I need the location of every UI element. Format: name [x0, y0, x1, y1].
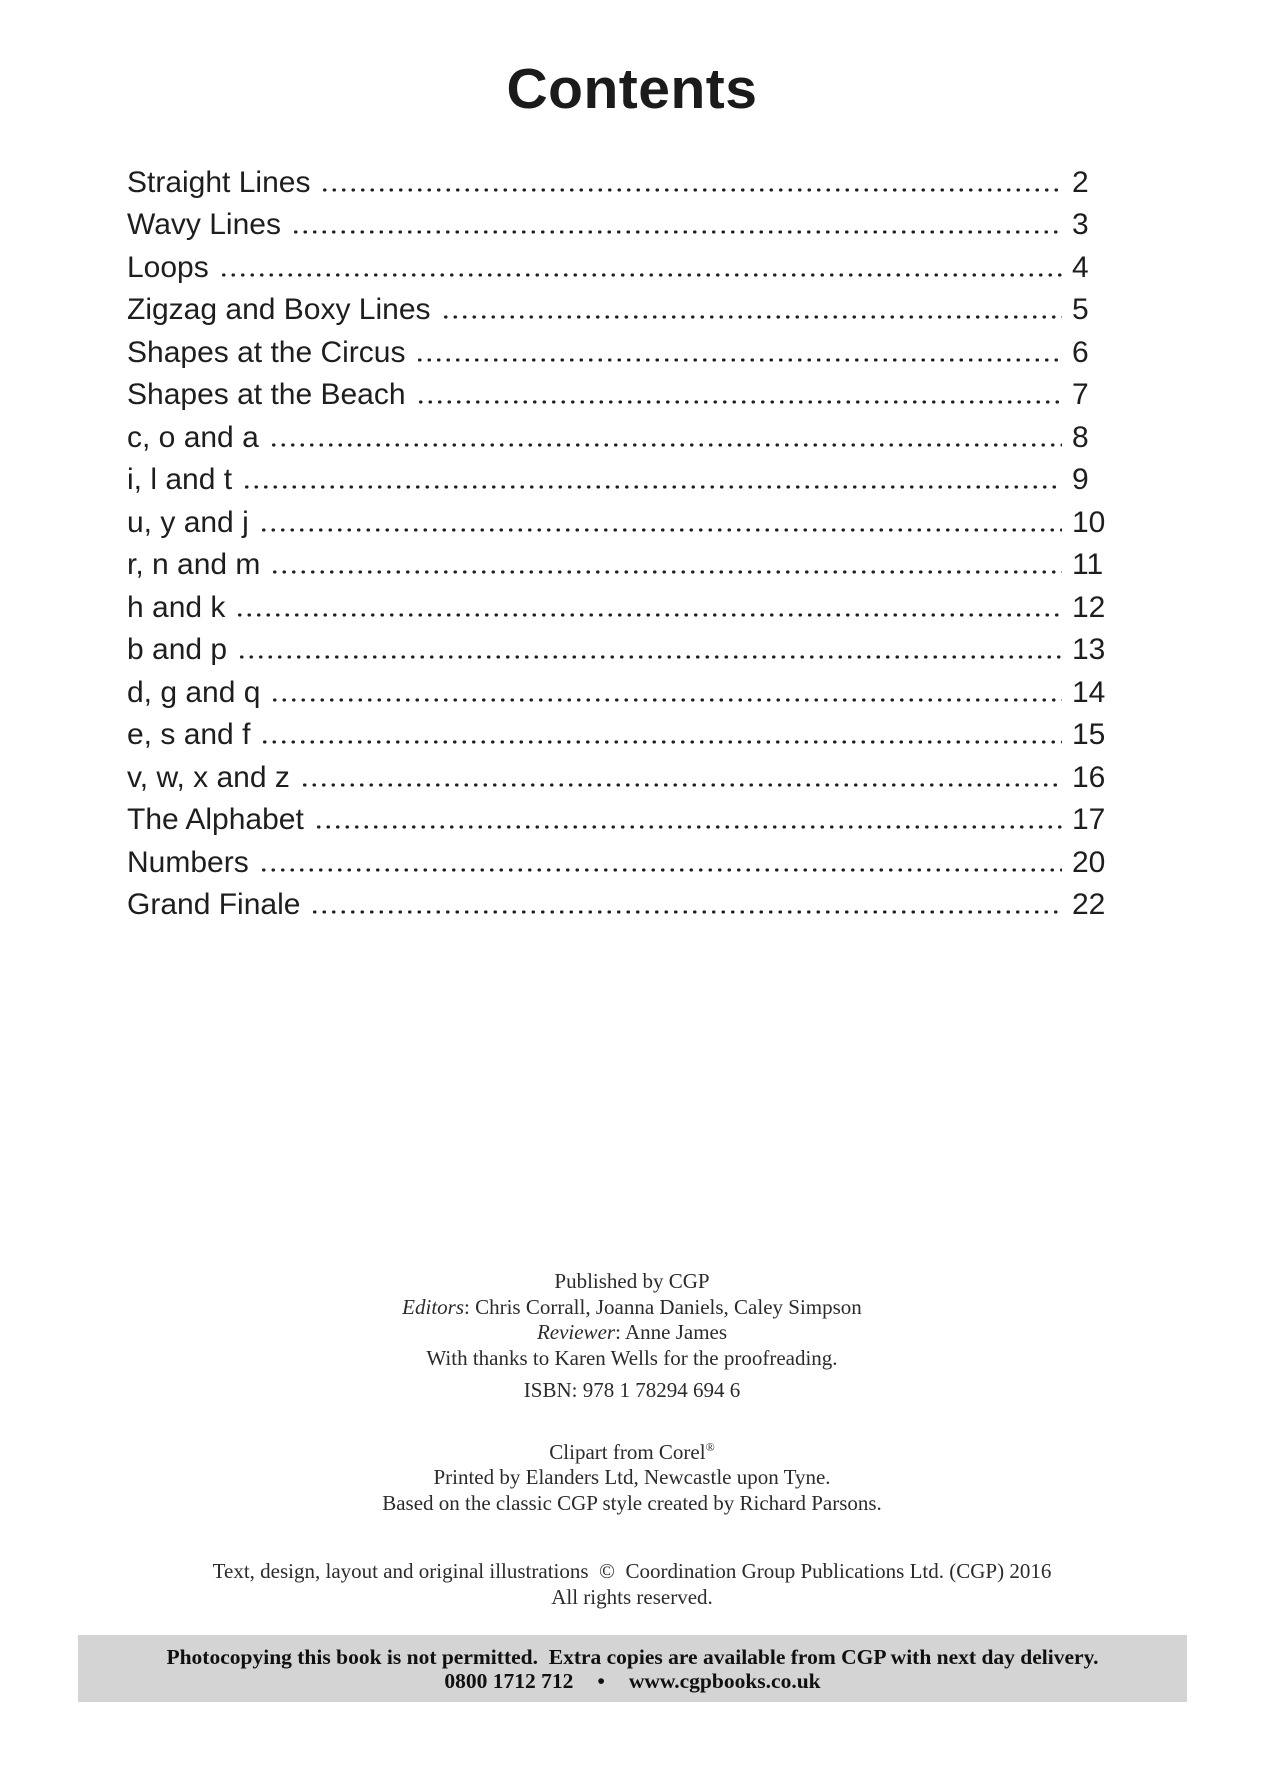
- editors-line: [0, 1295, 1264, 1321]
- reviewer-name: : Anne James: [615, 1320, 728, 1344]
- production-block: [0, 1435, 1264, 1517]
- toc-entry-label: u, y and j: [127, 505, 249, 539]
- colophon: [0, 1269, 1264, 1610]
- registered-mark: ®: [705, 1439, 715, 1454]
- toc-entry-page: 14: [1072, 675, 1106, 709]
- editors-label: Editors: [402, 1294, 465, 1319]
- toc-dot-leader: [270, 570, 1062, 574]
- toc-entry-page: 2: [1072, 165, 1089, 199]
- toc-entry-page: 12: [1072, 590, 1106, 624]
- toc-entry: [127, 628, 1110, 671]
- toc-entry-label: e, s and f: [127, 718, 251, 751]
- toc-entry-label: Zigzag and Boxy Lines: [127, 293, 431, 326]
- toc-dot-leader: [270, 698, 1062, 702]
- website-url: www.cgpbooks.co.uk: [628, 1669, 821, 1693]
- toc-entry: [127, 543, 1110, 586]
- toc-dot-leader: [310, 910, 1062, 914]
- printed-line: Printed by Elanders Ltd, Newcastle upon Tyne.: [433, 1465, 831, 1489]
- reviewer-line: [0, 1320, 1264, 1346]
- clipart-line: [0, 1435, 1264, 1466]
- toc-entry-label: c, o and a: [127, 420, 259, 454]
- toc-entry-page: 8: [1072, 420, 1089, 454]
- toc-dot-leader: [291, 230, 1062, 234]
- toc-dot-leader: [320, 188, 1062, 192]
- toc-entry-page: 5: [1072, 293, 1089, 326]
- toc-entry-page: 4: [1072, 250, 1089, 284]
- toc-entry: [127, 840, 1110, 883]
- isbn-line: ISBN: 978 1 78294 694 6: [523, 1378, 741, 1402]
- toc-dot-leader: [415, 358, 1062, 362]
- toc-entry-label: h and k: [127, 590, 226, 624]
- toc-entry: [127, 458, 1110, 501]
- toc-entry-label: Shapes at the Beach: [127, 378, 406, 411]
- toc-entry-label: Wavy Lines: [127, 208, 281, 241]
- bullet-separator: •: [597, 1669, 605, 1693]
- clipart-text: Clipart from Corel: [549, 1439, 706, 1464]
- toc-entry: [127, 373, 1110, 416]
- toc-entry: [127, 798, 1110, 841]
- toc-entry: [127, 288, 1110, 331]
- toc-entry-page: 3: [1072, 208, 1089, 241]
- rights-line: All rights reserved.: [551, 1584, 713, 1609]
- toc-entry: [127, 203, 1110, 246]
- toc-dot-leader: [416, 400, 1062, 404]
- toc-entry-label: Shapes at the Circus: [127, 335, 406, 369]
- copyright-block: [0, 1559, 1264, 1610]
- phone-number: 0800 1712 712: [444, 1669, 574, 1693]
- reviewer-label: Reviewer: [536, 1320, 616, 1344]
- toc-dot-leader: [242, 485, 1062, 489]
- toc-entry-label: Loops: [127, 250, 209, 284]
- toc-entry-page: 20: [1072, 845, 1106, 879]
- toc-dot-leader: [441, 315, 1062, 319]
- toc-entry-label: v, w, x and z: [127, 760, 290, 794]
- toc-entry-label: Straight Lines: [127, 165, 311, 199]
- toc-dot-leader: [300, 783, 1062, 787]
- toc-list: [127, 160, 1110, 925]
- toc-entry-label: b and p: [127, 633, 228, 666]
- toc-entry-label: Numbers: [127, 845, 249, 879]
- toc-entry-page: 22: [1072, 888, 1106, 921]
- photocopy-notice-text: Photocopying this book is not permitted. Extra copies are available from CGP with next day delivery.: [166, 1645, 1099, 1669]
- toc-entry-page: 15: [1072, 718, 1106, 751]
- toc-dot-leader: [314, 825, 1062, 829]
- toc-entry: [127, 755, 1110, 798]
- toc-entry: [127, 500, 1110, 543]
- toc-entry: [127, 883, 1110, 926]
- toc-entry-page: 9: [1072, 463, 1089, 496]
- toc-entry-page: 7: [1072, 378, 1089, 411]
- toc-entry-page: 10: [1072, 505, 1106, 539]
- thanks-line: With thanks to Karen Wells for the proofreading.: [426, 1345, 838, 1370]
- toc-dot-leader: [269, 443, 1062, 447]
- toc-entry-label: r, n and m: [127, 548, 261, 581]
- toc-dot-leader: [219, 273, 1062, 277]
- copyright-line: Text, design, layout and original illustrations © Coordination Group Publications Ltd. (CGP) 2016: [212, 1559, 1052, 1583]
- toc-entry: [127, 330, 1110, 373]
- toc-dot-leader: [259, 528, 1062, 532]
- photocopy-notice-bar: [78, 1635, 1187, 1702]
- toc-entry: [127, 245, 1110, 288]
- contact-line: [78, 1669, 1187, 1693]
- toc-entry-page: 17: [1072, 803, 1106, 836]
- published-by-line: Published by CGP: [554, 1269, 710, 1293]
- toc-dot-leader: [260, 740, 1062, 744]
- toc-dot-leader: [259, 868, 1062, 872]
- editors-names: : Chris Corrall, Joanna Daniels, Caley Simpson: [464, 1294, 862, 1319]
- based-on-line: Based on the classic CGP style created by Richard Parsons.: [382, 1490, 882, 1515]
- toc-entry-page: 13: [1072, 633, 1106, 666]
- toc-entry-page: 16: [1072, 760, 1106, 794]
- toc-entry: [127, 713, 1110, 756]
- toc-entry-label: Grand Finale: [127, 888, 301, 921]
- page-title: Contents: [506, 57, 758, 121]
- toc-entry-label: d, g and q: [127, 675, 261, 709]
- toc-dot-leader: [235, 613, 1062, 617]
- toc-entry-page: 11: [1072, 548, 1104, 581]
- toc-entry-page: 6: [1072, 335, 1089, 369]
- toc-entry: [127, 585, 1110, 628]
- toc-entry: [127, 415, 1110, 458]
- toc-entry: [127, 160, 1110, 203]
- toc-entry-label: i, l and t: [127, 463, 233, 496]
- toc-dot-leader: [237, 655, 1062, 659]
- toc-entry-label: The Alphabet: [127, 803, 304, 836]
- toc-entry: [127, 670, 1110, 713]
